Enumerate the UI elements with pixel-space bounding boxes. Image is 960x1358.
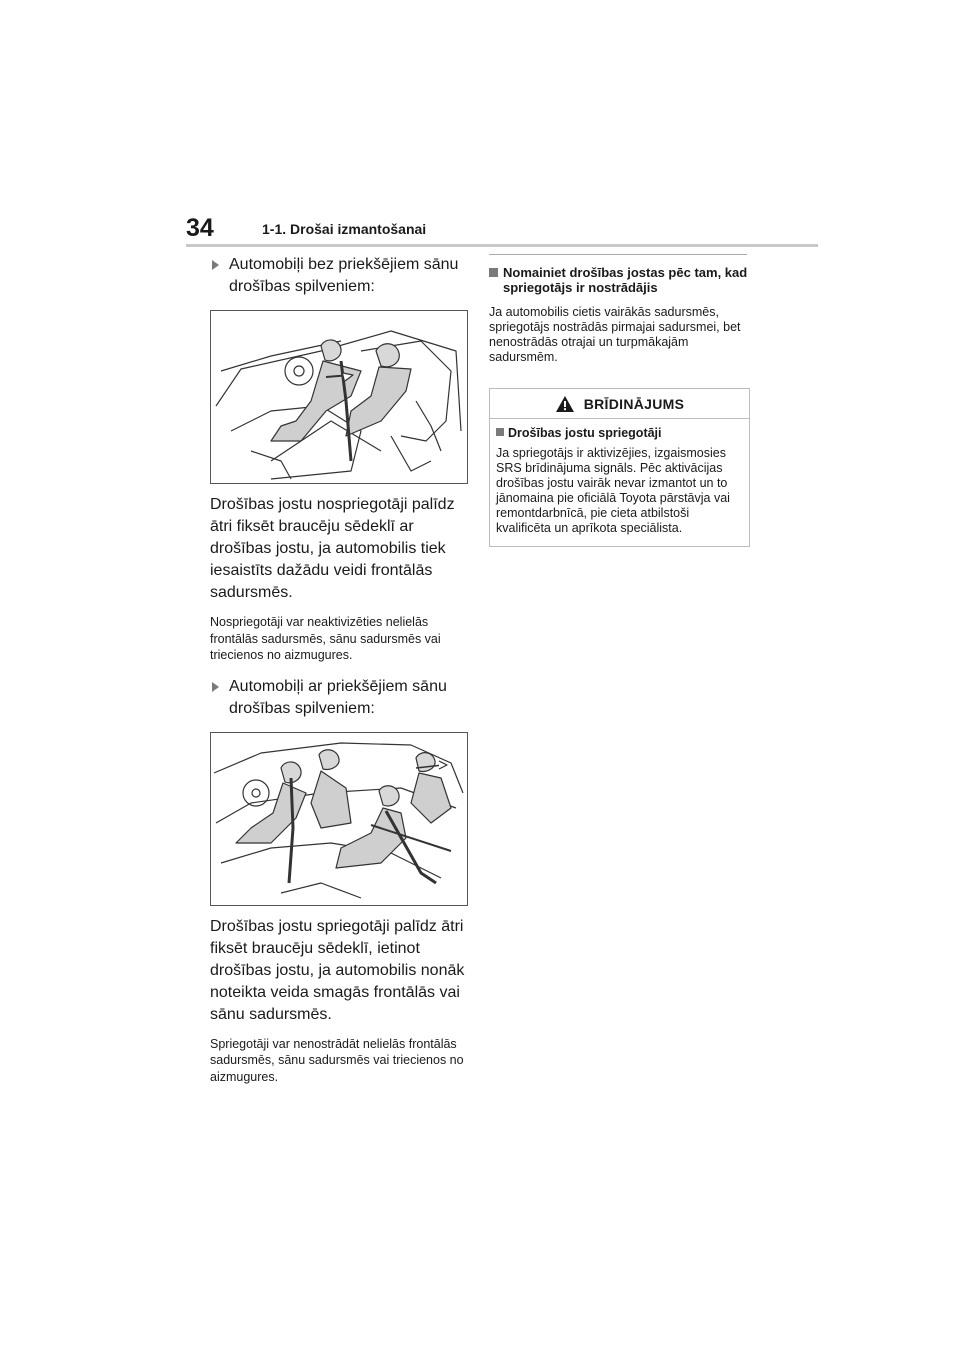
paragraph-tensioner: Drošības jostu spriegotāji palīdz ātri fiksēt braucēju sēdeklī, ietinot drošības jostu, ja automobilis nonāk noteikta veida smagās frontālās vai sānu sadursmēs. (210, 917, 465, 1023)
page-number: 34 (186, 214, 214, 242)
header-rule (186, 244, 818, 247)
warning-box (489, 388, 750, 547)
note-tensioner: Spriegotāji var nenostrādāt nelielās frontālās sadursmēs, sānu sadursmēs vai triecienos no aizmugures. (210, 1036, 464, 1084)
right-column (489, 254, 751, 547)
variant-heading-1-text: Automobiļi bez priekšējiem sānu drošības spilveniem: (229, 256, 459, 295)
triangle-right-icon (212, 682, 219, 692)
front-seat-pretensioner-illustration (211, 311, 467, 483)
warning-subheading-text: Drošības jostu spriegotāji (508, 426, 662, 440)
warning-text: Ja spriegotājs ir aktivizējies, izgaismosies SRS brīdinājuma signāls. Pēc aktivācijas drošības jostu vairāk nevar izmantot un to jānomaina pie oficiālā Toyota pārstāvja vai remontdarbnīcā, pie cieta atbilstoši kvalificēta un aprīkota speciālista. (496, 446, 730, 535)
subheading-replace-belts-text: Nomainiet drošības jostas pēc tam, kad spriegotājs ir nostrādājis (503, 265, 748, 295)
variant-heading-2 (210, 676, 468, 720)
warning-triangle-icon (555, 395, 575, 413)
warning-title: BRĪDINĀJUMS (583, 395, 685, 412)
illustration-front-seats (210, 310, 468, 484)
square-icon (489, 268, 498, 277)
variant-heading-1 (210, 254, 468, 298)
section-title: 1-1. Drošai izmantošanai (262, 221, 427, 237)
warning-body (490, 419, 749, 546)
warning-header (490, 389, 749, 419)
illustration-all-seats (210, 732, 468, 906)
triangle-right-icon (212, 260, 219, 270)
all-seats-pretensioner-illustration (211, 733, 467, 905)
note-pretensioner: Nospriegotāji var neaktivizēties nelielās frontālās sadursmēs, sānu sadursmēs vai triecienos no aizmugures. (210, 615, 441, 662)
subsection-rule (489, 254, 747, 255)
paragraph-pretensioner: Drošības jostu nospriegotāji palīdz ātri fiksēt braucēju sēdeklī ar drošības jostu, ja automobilis tiek iesaistīts dažādu veidi frontālās sadursmēs. (210, 496, 455, 601)
variant-heading-2-text: Automobiļi ar priekšējiem sānu drošības spilveniem: (229, 677, 447, 717)
subheading-replace-belts (489, 265, 751, 295)
square-icon (496, 428, 504, 436)
replace-belts-text: Ja automobilis cietis vairākās sadursmēs, spriegotājs nostrādās pirmajai sadursmei, bet nenostrādās otrajai un turpmākajām sadursmēm. (489, 305, 741, 364)
warning-subheading (496, 425, 739, 441)
left-column (210, 254, 468, 1085)
